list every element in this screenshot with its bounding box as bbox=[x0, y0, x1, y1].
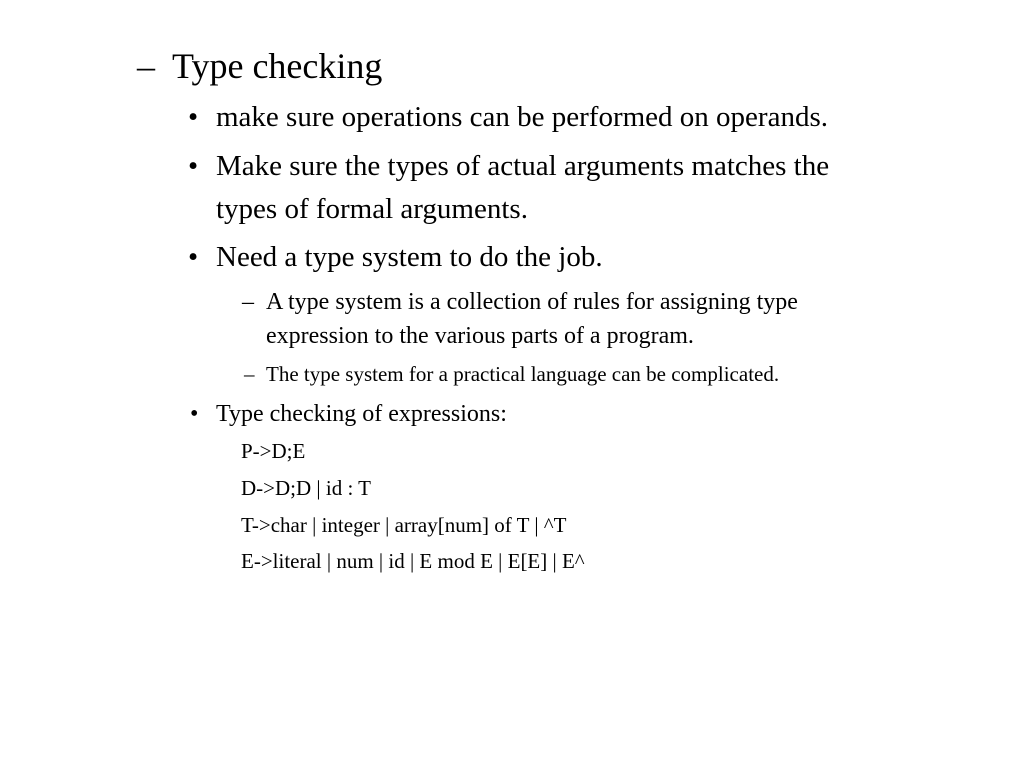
grammar-rule-2: D->D;D | id : T bbox=[241, 476, 371, 500]
heading-dash-marker: – bbox=[137, 46, 155, 86]
bullet-1-line-1: make sure operations can be performed on operands. bbox=[216, 101, 828, 133]
grammar-rule-4: E->literal | num | id | E mod E | E[E] | E^ bbox=[241, 549, 585, 573]
heading-text: Type checking bbox=[172, 46, 383, 86]
bullet-marker-2: • bbox=[188, 150, 199, 182]
bullet-marker-3: • bbox=[188, 241, 199, 273]
sub-item-marker-1: – bbox=[242, 289, 254, 315]
bullet-3-line-1: Need a type system to do the job. bbox=[216, 241, 603, 273]
sub-item-marker-2: – bbox=[244, 362, 255, 386]
grammar-rule-3: T->char | integer | array[num] of T | ^T bbox=[241, 513, 567, 537]
bullet-marker-1: • bbox=[188, 101, 199, 133]
bullet-4-line-1: Type checking of expressions: bbox=[216, 401, 507, 427]
bullet-2-line-1: Make sure the types of actual arguments matches the bbox=[216, 150, 830, 182]
bullet-marker-4: • bbox=[190, 401, 199, 427]
sub-item-1-line-1: A type system is a collection of rules for assigning type bbox=[266, 289, 798, 315]
sub-item-2-line-1: The type system for a practical language can be complicated. bbox=[266, 362, 780, 386]
bullet-2-line-2: types of formal arguments. bbox=[216, 193, 528, 225]
sub-item-1-line-2: expression to the various parts of a program. bbox=[266, 323, 694, 349]
grammar-rule-1: P->D;E bbox=[241, 439, 306, 463]
